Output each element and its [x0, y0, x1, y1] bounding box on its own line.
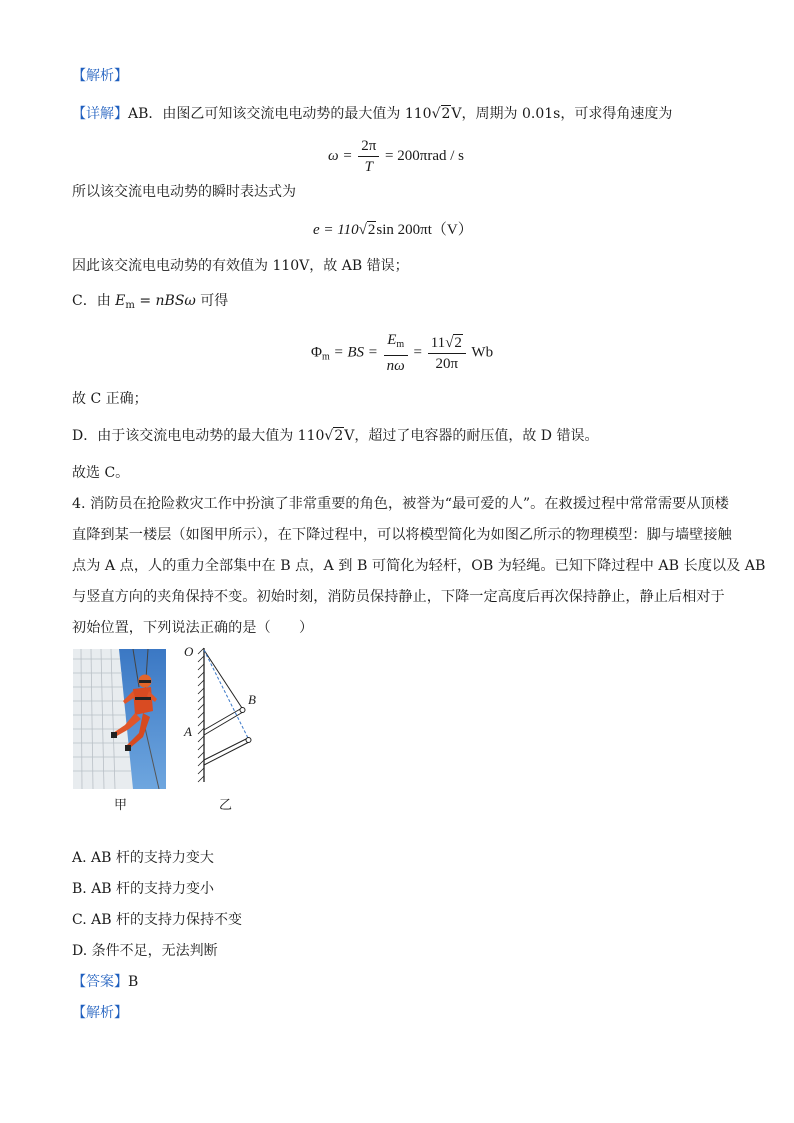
- phi-symbol: Φ: [311, 344, 322, 361]
- phi-den2: 20π: [435, 355, 459, 372]
- phi-num1: E: [387, 332, 397, 348]
- caption-yi: 乙: [219, 798, 233, 813]
- detail-line-5: 故 C 正确；: [72, 391, 148, 407]
- phi-sqrt-2: 2: [454, 334, 462, 351]
- detail-line4-a: C．由: [72, 293, 111, 309]
- e-rhs: sin 200πt（V）: [376, 222, 473, 238]
- detail-line6-a: D．由于该交流电电动势的最大值为 110: [72, 428, 325, 444]
- q4-row-2: 直降到某一楼层（如图甲所示），在下降过程中，可以将模型简化为如图乙所示的物理模型：脚与墙壁接触: [72, 527, 732, 543]
- option-b: B. AB 杆的支持力变小: [72, 881, 215, 897]
- phi-den1: nω: [386, 358, 405, 374]
- phi-mid: = BS =: [329, 344, 378, 361]
- answer-line: [72, 972, 138, 992]
- question-4-stem: [72, 494, 766, 649]
- detail-line-1: 【详解】AB．由图乙可知该交流电电动势的最大值为 110√2V，周期为 0.01s，可求得角速度为: [72, 106, 673, 122]
- option-c: C. AB 杆的支持力保持不变: [72, 912, 242, 928]
- q4-row-3: 点为 A 点，人的重力全部集中在 B 点，A 到 B 可简化为轻杆，OB 为轻绳。已知下降过程中 AB 长度以及 AB: [72, 558, 766, 574]
- label-O: O: [184, 644, 194, 659]
- q4-row-1: 4. 消防员在抢险救灾工作中扮演了非常重要的角色，被誉为“最可爱的人”。在救援过程中常常需要从顶楼: [72, 496, 729, 512]
- detail-line-6: D．由于该交流电电动势的最大值为 110√2V，超过了电容器的耐压值，故 D 错误。: [72, 428, 599, 444]
- phi-num1-sub: m: [396, 339, 405, 350]
- detail-label: 【详解】: [72, 106, 128, 122]
- detail-line-3: 因此该交流电电动势的有效值为 110V，故 AB 错误；: [72, 258, 409, 274]
- phi-unit: Wb: [471, 344, 494, 361]
- omega-lhs: ω =: [328, 147, 353, 164]
- detail-line-7: 故选 C。: [72, 465, 130, 481]
- label-B: B: [248, 692, 256, 707]
- phi-num2: 11: [430, 334, 446, 351]
- e-lhs: e = 110: [313, 222, 359, 238]
- figure-jia-photo: [73, 649, 166, 789]
- label-A: A: [184, 724, 192, 739]
- option-a: A. AB 杆的支持力变大: [72, 850, 214, 866]
- omega-den: T: [364, 159, 373, 175]
- detail-line-2: 所以该交流电电动势的瞬时表达式为: [72, 184, 296, 200]
- answer-label: 【答案】: [72, 974, 128, 990]
- d-sqrt-2: 2: [334, 428, 344, 444]
- equation-omega: [328, 136, 464, 177]
- sqrt-2: 2: [441, 106, 451, 122]
- detail-line4-b: 可得: [200, 293, 229, 309]
- detail-line1-b: V，周期为 0.01s，可求得角速度为: [451, 106, 673, 122]
- detail-line-4: [72, 291, 228, 316]
- equation-e: e = 110√2sin 200πt（V）: [313, 222, 473, 238]
- em-sub: m: [125, 300, 135, 311]
- phi-sub: m: [321, 351, 330, 363]
- em-formula: = nBSω: [134, 293, 196, 309]
- detail-line1-a: AB．由图乙可知该交流电电动势的最大值为 110: [128, 106, 432, 122]
- figure-yi-diagram: [178, 642, 260, 784]
- answer-value: B: [128, 974, 139, 990]
- omega-num: 2π: [358, 136, 379, 157]
- analysis-header-2: 【解析】: [72, 1005, 128, 1021]
- e-sqrt-2: 2: [367, 222, 376, 238]
- q4-row-4: 与竖直方向的夹角保持不变。初始时刻，消防员保持静止，下降一定高度后再次保持静止，静止后相对于: [72, 589, 725, 605]
- detail-line6-b: V，超过了电容器的耐压值，故 D 错误。: [344, 428, 599, 444]
- analysis-header: 【解析】: [72, 68, 128, 84]
- option-d: D. 条件不足，无法判断: [72, 943, 218, 959]
- phi-eq: =: [413, 344, 422, 361]
- equation-phi: $\Phi_m$ = BS = $\frac{E_m}{n\omega}$ = $\frac{11√2}{20\pi}$ Wb: [311, 332, 494, 374]
- em-symbol: E: [115, 293, 126, 309]
- omega-rhs: = 200πrad / s: [385, 147, 464, 164]
- q4-row-5: 初始位置，下列说法正确的是（ ）: [72, 620, 314, 636]
- caption-jia: 甲: [114, 798, 128, 813]
